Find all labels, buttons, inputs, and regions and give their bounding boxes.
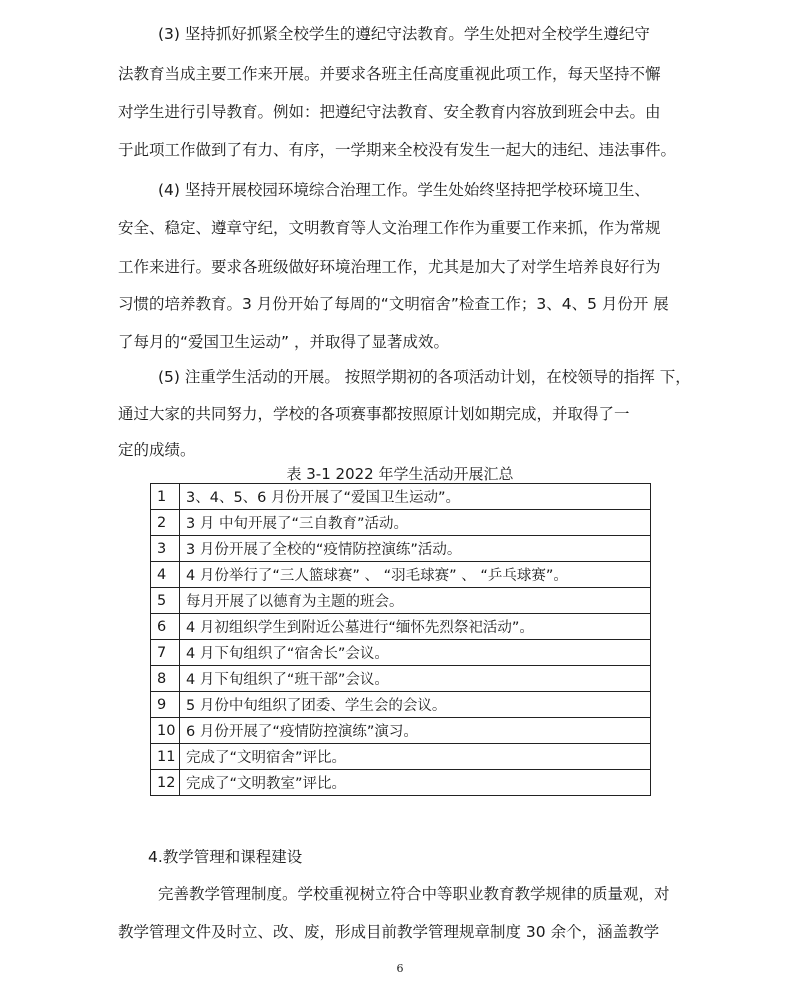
row-number: 5 — [151, 588, 180, 614]
final-paragraph-line-2: 教学管理文件及时立、改、废，形成目前教学管理规章制度 30 余个，涵盖教学 — [118, 923, 660, 941]
table-row — [151, 640, 651, 666]
table-row — [151, 692, 651, 718]
row-activity: 4 月初组织学生到附近公墓进行“缅怀先烈祭祀活动”。 — [180, 614, 651, 640]
row-number: 2 — [151, 510, 180, 536]
row-number: 1 — [151, 484, 180, 510]
paragraph-3-line-2: 法教育当成主要工作来开展。并要求各班主任高度重视此项工作，每天坚持不懈 — [118, 65, 661, 83]
table-row — [151, 718, 651, 744]
row-activity: 4 月份举行了“三人篮球赛” 、 “羽毛球赛” 、 “乒乓球赛”。 — [180, 562, 651, 588]
table-row — [151, 536, 651, 562]
paragraph-3-line-1: (3) 坚持抓好抓紧全校学生的遵纪守法教育。学生处把对全校学生遵纪守 — [158, 25, 650, 43]
paragraph-5-line-2: 通过大家的共同努力，学校的各项赛事都按照原计划如期完成，并取得了一 — [118, 405, 630, 423]
paragraph-4-line-5: 了每月的“爱国卫生运动” ，并取得了显著成效。 — [118, 333, 449, 351]
paragraph-5-line-3: 定的成绩。 — [118, 441, 196, 459]
paragraph-3-line-4: 于此项工作做到了有力、有序，一学期来全校没有发生一起大的违纪、违法事件。 — [118, 141, 677, 159]
paragraph-4-line-1: (4) 坚持开展校园环境综合治理工作。学生处始终坚持把学校环境卫生、 — [158, 181, 650, 199]
row-activity: 完成了“文明教室”评比。 — [180, 770, 651, 796]
row-activity: 5 月份中旬组织了团委、学生会的会议。 — [180, 692, 651, 718]
paragraph-4-line-4: 习惯的培养教育。3 月份开始了每周的“文明宿舍”检查工作；3、4、5 月份开 展 — [118, 295, 669, 313]
row-number: 4 — [151, 562, 180, 588]
paragraph-5-line-1: (5) 注重学生活动的开展。 按照学期初的各项活动计划，在校领导的指挥 下， — [158, 368, 691, 386]
paragraph-3-line-3: 对学生进行引导教育。例如：把遵纪守法教育、安全教育内容放到班会中去。由 — [118, 103, 661, 121]
table-row — [151, 588, 651, 614]
row-activity: 完成了“文明宿舍”评比。 — [180, 744, 651, 770]
table-row — [151, 484, 651, 510]
row-number: 12 — [151, 770, 180, 796]
table-row — [151, 562, 651, 588]
table-row — [151, 666, 651, 692]
row-activity: 3 月 中旬开展了“三自教育”活动。 — [180, 510, 651, 536]
row-activity: 3 月份开展了全校的“疫情防控演练”活动。 — [180, 536, 651, 562]
final-paragraph-line-1: 完善教学管理制度。学校重视树立符合中等职业教育教学规律的质量观，对 — [158, 885, 670, 903]
row-activity: 4 月下旬组织了“宿舍长”会议。 — [180, 640, 651, 666]
row-number: 6 — [151, 614, 180, 640]
paragraph-4-line-2: 安全、稳定、遵章守纪，文明教育等人文治理工作作为重要工作来抓，作为常规 — [118, 219, 661, 237]
row-number: 9 — [151, 692, 180, 718]
row-activity: 4 月下旬组织了“班干部”会议。 — [180, 666, 651, 692]
table-row — [151, 510, 651, 536]
row-number: 3 — [151, 536, 180, 562]
table-caption: 表 3-1 2022 年学生活动开展汇总 — [286, 465, 514, 483]
table-row — [151, 770, 651, 796]
row-activity: 6 月份开展了“疫情防控演练”演习。 — [180, 718, 651, 744]
row-activity: 每月开展了以德育为主题的班会。 — [180, 588, 651, 614]
row-number: 10 — [151, 718, 180, 744]
table-row — [151, 744, 651, 770]
row-number: 8 — [151, 666, 180, 692]
row-number: 11 — [151, 744, 180, 770]
section-heading: 4.教学管理和课程建设 — [148, 848, 303, 866]
paragraph-4-line-3: 工作来进行。要求各班级做好环境治理工作，尤其是加大了对学生培养良好行为 — [118, 258, 661, 276]
activity-table — [150, 483, 651, 796]
table-row — [151, 614, 651, 640]
page-number: 6 — [396, 962, 404, 975]
row-number: 7 — [151, 640, 180, 666]
row-activity: 3、4、5、6 月份开展了“爱国卫生运动”。 — [180, 484, 651, 510]
